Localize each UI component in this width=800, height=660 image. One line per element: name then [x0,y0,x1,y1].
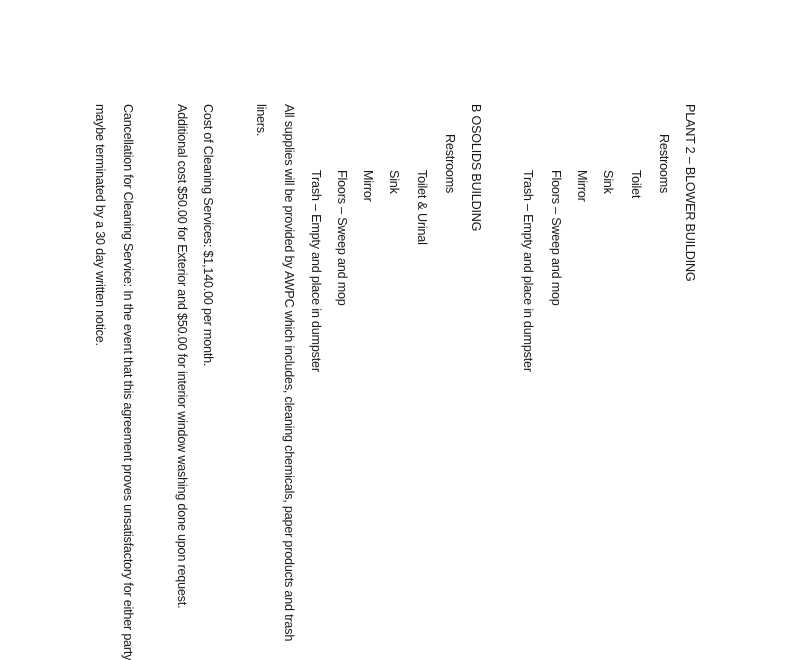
task-item: Toilet & Urinal [415,170,429,245]
task-item: Sink [387,170,401,194]
cancellation-clause-continued: maybe terminated by a 30 day written notice. [93,104,107,346]
task-item: Mirror [361,170,375,202]
additional-cost-window-washing: Additional cost $50.00 for Exterior and $50.00 for interior window washing done upon request. [175,104,189,609]
restrooms-subheading: Restrooms [443,134,457,194]
supplies-paragraph: All supplies will be provided by AWPC which includes, cleaning chemicals, paper products and trash [282,104,296,642]
section-heading-plant2-blower-building: PLANT 2 – BLOWER BUILDING [683,104,697,282]
section-heading-biosolids-building: B OSOLIDS BUILDING [469,104,483,232]
cost-of-cleaning-services: Cost of Cleaning Services: $1,140.00 per month. [201,104,215,367]
task-item: Floors – Sweep and mop [549,170,563,306]
task-item: Floors – Sweep and mop [335,170,349,306]
task-item: Mirror [575,170,589,202]
task-item: Sink [601,170,615,194]
task-item: Trash – Empty and place in dumpster [309,170,323,372]
task-item: Toilet [629,170,643,199]
task-item: Trash – Empty and place in dumpster [521,170,535,372]
restrooms-subheading: Restrooms [657,134,671,194]
supplies-paragraph-continued: liners. [254,104,268,137]
cancellation-clause: Cancellation for Cleaning Service: In the event that this agreement proves unsatisfactory for either party [121,104,135,660]
